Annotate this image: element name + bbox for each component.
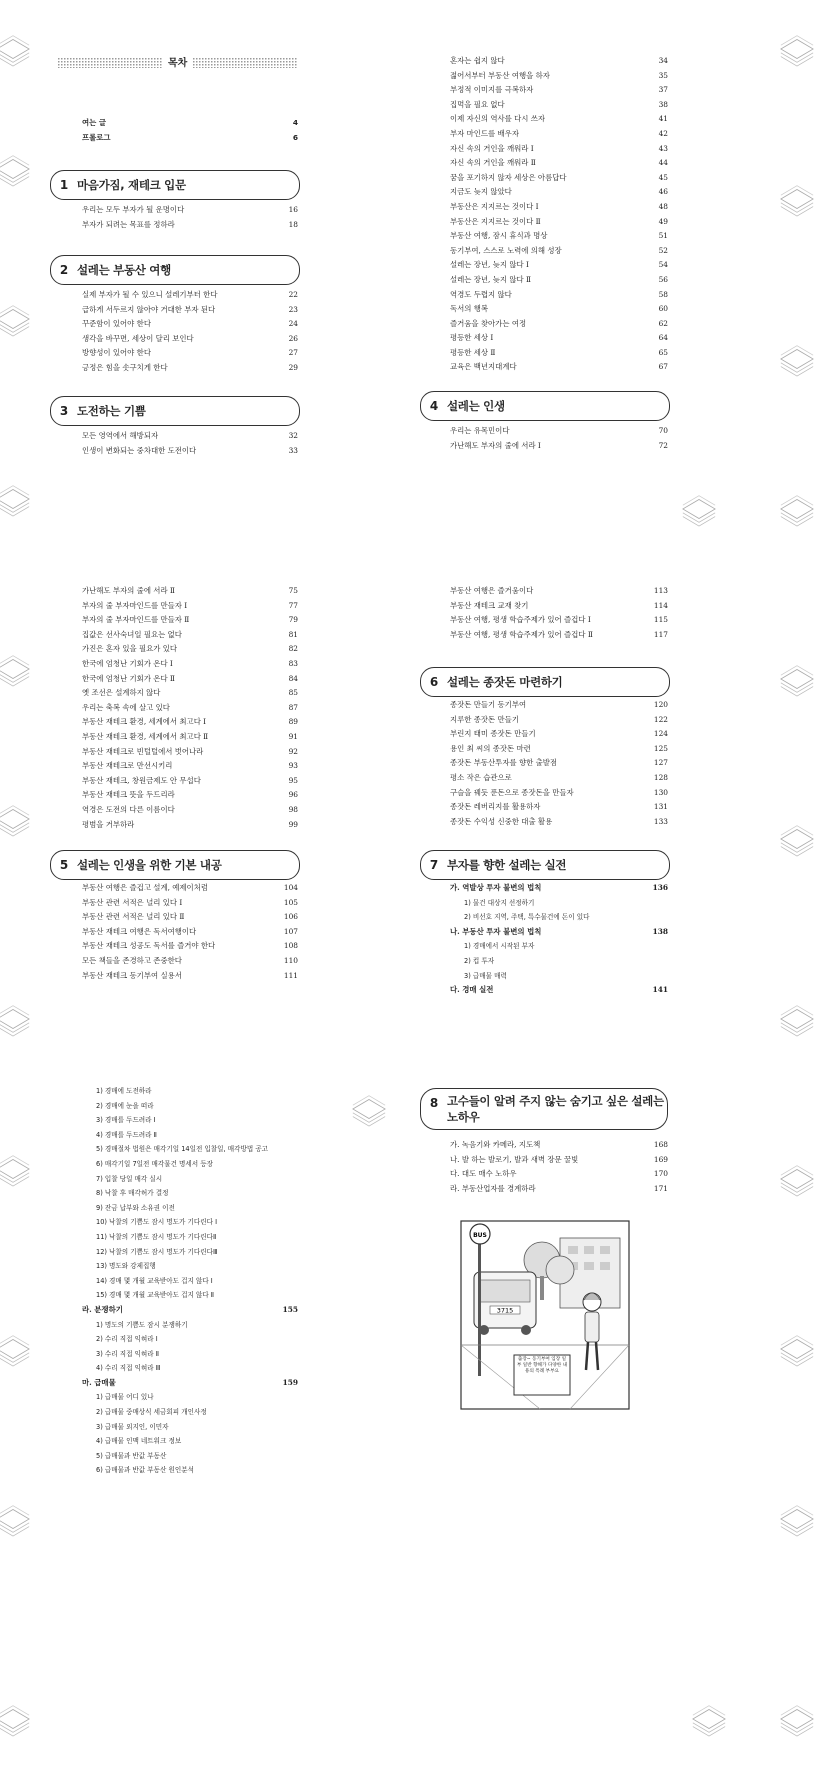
toc-subitem[interactable]: 1) 경매에서 시작된 부자: [464, 942, 535, 951]
toc-subitem[interactable]: 3) 급매물 외지인, 이민자: [96, 1422, 169, 1431]
toc-subitem[interactable]: 1) 경매에 도전하라: [96, 1087, 152, 1095]
street-illustration: [460, 1220, 630, 1410]
toc-subitem[interactable]: 9) 잔금 납부와 소유권 이전: [96, 1203, 175, 1212]
toc-item[interactable]: 방향성이 있어야 한다 27: [82, 348, 298, 358]
paper-stack-icon: [0, 800, 32, 838]
paper-stack-icon: [778, 1500, 816, 1538]
toc-subitem[interactable]: 4) 수리 직접 익혀라 Ⅲ: [96, 1364, 161, 1373]
toc-item[interactable]: 평등한 세상 Ⅰ 64: [450, 333, 668, 343]
toc-item[interactable]: 즐거움을 찾아가는 여정 62: [450, 318, 668, 328]
toc-item[interactable]: 가진은 혼자 있을 필요가 있다 82: [82, 644, 298, 654]
toc-item[interactable]: 집값은 선사숙녀일 필요는 없다 81: [82, 629, 298, 639]
toc-item[interactable]: 부동산 재테크 환경, 세계에서 최고다 Ⅰ 89: [82, 717, 298, 727]
paper-stack-icon: [0, 30, 32, 68]
toc-item[interactable]: 부동산 여행, 잠시 휴식과 명상 51: [450, 231, 668, 241]
paper-stack-icon: [690, 1700, 728, 1738]
bus-plate: 3715: [496, 1306, 514, 1315]
toc-subitem[interactable]: 13) 명도와 강제집행: [96, 1262, 156, 1271]
toc-item[interactable]: 라. 부동산업자를 경계하라 171: [450, 1183, 668, 1193]
toc-item[interactable]: 지루한 종잣돈 만들기 122: [450, 714, 668, 724]
toc-subitem[interactable]: 2) 컵 투자: [464, 956, 495, 965]
toc-item[interactable]: 한국에 엄청난 기회가 온다 Ⅰ 83: [82, 658, 298, 668]
toc-item[interactable]: 가난해도 부자의 줄에 서라 Ⅱ 75: [82, 586, 298, 595]
paper-stack-icon: [0, 650, 32, 688]
toc-right-list: [450, 54, 668, 375]
paper-stack-icon: [0, 1330, 32, 1368]
toc-item[interactable]: 옛 조선은 설계하지 않다 85: [82, 688, 298, 698]
chapter-1-list: [82, 203, 298, 232]
paper-stack-icon: [680, 490, 718, 528]
toc-item[interactable]: 부자의 줄 부자마인드를 만들자 Ⅱ 79: [82, 615, 298, 625]
toc-item[interactable]: 부동산 재테크로 만선시키리 93: [82, 761, 298, 771]
toc-left-list: [82, 1084, 298, 1478]
toc-subitem[interactable]: 2) 수리 직접 익혀라 Ⅰ: [96, 1335, 158, 1344]
front-matter: [82, 116, 298, 145]
toc-item[interactable]: 부자의 줄 부자마인드를 만들자 Ⅰ 77: [82, 600, 298, 610]
toc-item[interactable]: 평등한 세상 Ⅱ 65: [450, 347, 668, 357]
toc-subitem[interactable]: 2) 비선호 지역, 주택, 특수물건에 돈이 있다: [464, 913, 590, 922]
toc-subitem[interactable]: 4) 경매를 두드려라 Ⅱ: [96, 1130, 157, 1139]
toc-item[interactable]: 모든 책들을 존경하고 존중한다 110: [82, 955, 298, 965]
toc-item[interactable]: 종잣돈 부동산투자를 향한 출발점 127: [450, 758, 668, 768]
toc-subitem[interactable]: 3) 경매를 두드려라 Ⅰ: [96, 1116, 156, 1125]
toc-item[interactable]: 부동산 재테크, 창원금제도 안 무섭다 95: [82, 775, 298, 785]
toc-subitem[interactable]: 5) 급매물과 반값 부동산: [96, 1451, 167, 1460]
toc-page-3: [0, 1087, 810, 1770]
toc-subitem[interactable]: 6) 급매물과 반값 부동산 원인분석: [96, 1466, 194, 1475]
toc-subitem[interactable]: 15) 경매 몇 개월 교육받아도 겁지 않다 Ⅱ: [96, 1291, 215, 1300]
toc-item[interactable]: 긍정은 힘을 솟구치게 한다 29: [82, 362, 298, 372]
toc-item[interactable]: 부동산은 지지르는 것이다 Ⅰ 48: [450, 201, 668, 211]
chapter-4-heading[interactable]: 4 설레는 인생: [420, 391, 670, 421]
toc-item[interactable]: 부동산 여행은 즐겁고 설계, 예제이처럼 104: [82, 883, 298, 892]
toc-item[interactable]: 모든 영역에서 해방되자 32: [82, 431, 298, 440]
chapter-7-heading[interactable]: 7 부자를 향한 설레는 실전: [420, 850, 670, 880]
chapter-8-heading[interactable]: 8 고수들이 알려 주지 않는 숨기고 싶은 설레는 노하우: [420, 1088, 668, 1130]
toc-item[interactable]: 역경도 두렵지 않다 58: [450, 289, 668, 299]
chapter-6-heading[interactable]: 6 설레는 종잣돈 마련하기: [420, 667, 670, 697]
toc-item[interactable]: 부동산 여행은 즐거움이다 113: [450, 586, 668, 595]
paper-stack-icon: [778, 490, 816, 528]
toc-right-list: [450, 584, 668, 642]
toc-item[interactable]: 가. 역발상 투자 불변의 법칙 136: [450, 883, 668, 892]
paper-stack-icon: [0, 480, 32, 518]
chapter-8-title-line1: 고수들이 알려 주지 않는 숨기고 싶은 설레는: [447, 1094, 664, 1108]
toc-item[interactable]: 부동산 재테크 환경, 세계에서 최고다 Ⅱ 91: [82, 731, 298, 741]
toc-item[interactable]: 부동산 재테크 교재 찾기 114: [450, 600, 668, 610]
toc-item[interactable]: 동기부여, 스스로 노력에 의해 성장 52: [450, 245, 668, 255]
toc-item[interactable]: 자신 속의 거인을 깨워라 Ⅰ 43: [450, 143, 668, 153]
toc-subitem[interactable]: 4) 급매물 인맥 네트워크 정보: [96, 1437, 182, 1446]
toc-item[interactable]: 여는 글 4: [82, 118, 298, 127]
toc-item[interactable]: 용인 최 씨의 종잣돈 마련 125: [450, 743, 668, 753]
toc-item[interactable]: 젊어서부터 부동산 여행을 하자 35: [450, 70, 668, 80]
toc-item[interactable]: 부자 마인드를 배우자 42: [450, 128, 668, 138]
toc-subitem[interactable]: 2) 경매에 눈을 떠라: [96, 1101, 154, 1110]
toc-item[interactable]: 부동산 여행, 평생 학습주제가 있어 즐겁다 Ⅱ 117: [450, 629, 668, 639]
toc-item[interactable]: 자신 속의 거인을 깨워라 Ⅱ 44: [450, 158, 668, 168]
paper-stack-icon: [0, 1150, 32, 1188]
toc-item[interactable]: 평범을 거부하라 99: [82, 819, 298, 829]
toc-item[interactable]: 프롤로그 6: [82, 132, 298, 142]
toc-item[interactable]: 독서의 행복 60: [450, 304, 668, 314]
chapter-4-list: [450, 424, 668, 453]
paper-stack-icon: [778, 340, 816, 378]
toc-item[interactable]: 인생이 변화되는 중차대한 도전이다 33: [82, 445, 298, 455]
toc-item[interactable]: 교육은 백년지대계다 67: [450, 362, 668, 372]
chapter-3-heading[interactable]: 3 도전하는 기쁨: [50, 396, 300, 426]
toc-subitem[interactable]: 12) 낙찰의 기쁨도 잠시 명도가 기다린다Ⅲ: [96, 1247, 218, 1256]
toc-header: 목차: [162, 54, 193, 69]
toc-item[interactable]: 부린지 태미 종잣돈 만들기 124: [450, 729, 668, 739]
toc-item[interactable]: 나. 발 하는 발로기, 발과 새벽 장문 꿀빛 169: [450, 1154, 668, 1164]
toc-subitem[interactable]: 5) 경매절차 법원은 매각기일 14일전 입찰일, 매각방법 공고: [96, 1145, 269, 1154]
toc-item[interactable]: 꿈을 포기하지 않자 세상은 아름답다 45: [450, 172, 668, 182]
toc-item[interactable]: 종잣돈 레버리지를 활용하자 131: [450, 802, 668, 812]
chapter-1-heading[interactable]: 1 마음가짐, 재테크 입문: [50, 170, 300, 200]
toc-item[interactable]: 우리는 모두 부자가 될 운명이다 16: [82, 205, 298, 214]
toc-item[interactable]: 다. 경매 실전 141: [450, 985, 668, 995]
toc-left-list: [82, 584, 298, 832]
toc-item[interactable]: 마. 급매물 159: [82, 1377, 298, 1387]
toc-item[interactable]: 부동산 관련 서적은 널리 있다 Ⅰ 105: [82, 897, 298, 907]
toc-item[interactable]: 부동산 재테크로 빈털털에서 벗어나라 92: [82, 746, 298, 756]
toc-item[interactable]: 나. 부동산 투자 불변의 법칙 138: [450, 926, 668, 936]
chapter-5-heading[interactable]: 5 설레는 인생을 위한 기본 내공: [50, 850, 300, 880]
toc-item[interactable]: 꾸준함이 있어야 한다 24: [82, 319, 298, 329]
paper-stack-icon: [0, 1000, 32, 1038]
toc-subitem[interactable]: 2) 급매물 중매상식 세금회피 개인사정: [96, 1408, 207, 1417]
toc-item[interactable]: 다. 대도 매수 노하우 170: [450, 1169, 668, 1179]
chapter-8-title-line2: 노하우: [447, 1110, 480, 1124]
toc-item[interactable]: 종잣돈 수익성 신중한 대출 활용 133: [450, 816, 668, 826]
toc-item[interactable]: 한국에 엄청난 기회가 온다 Ⅱ 84: [82, 673, 298, 683]
toc-item[interactable]: 부동산 관련 서적은 널리 있다 Ⅱ 106: [82, 912, 298, 922]
toc-item[interactable]: 구슬을 꿰듯 푼돈으로 종잣돈을 만들자 130: [450, 787, 668, 797]
paper-stack-icon: [0, 300, 32, 338]
toc-item[interactable]: 가난해도 부자의 줄에 서라 Ⅰ 72: [450, 440, 668, 450]
paper-stack-icon: [0, 1700, 32, 1738]
toc-subitem[interactable]: 11) 낙찰의 기쁨도 잠시 명도가 기다린다Ⅱ: [96, 1232, 217, 1241]
bus-stop-sign: BUS: [473, 1232, 487, 1239]
speech-bubble: 출장~ 동기부여 입장 일부 일반 향해가 다양한 내용의 특례 부부요: [516, 1357, 568, 1374]
toc-item[interactable]: 부동산 재테크 여행은 독서여행이다 107: [82, 926, 298, 936]
toc-item[interactable]: 종잣돈 만들기 동기부여 120: [450, 700, 668, 709]
paper-stack-icon: [0, 150, 32, 188]
toc-subitem[interactable]: 1) 급매물 어디 있나: [96, 1393, 154, 1402]
toc-item[interactable]: 부정적 이미지를 극복하자 37: [450, 85, 668, 95]
toc-subitem[interactable]: 7) 입찰 당일 매각 실시: [96, 1174, 163, 1183]
paper-stack-icon: [778, 30, 816, 68]
paper-stack-icon: [0, 1500, 32, 1538]
toc-item[interactable]: 라. 분쟁하기 155: [82, 1304, 298, 1314]
toc-item[interactable]: 지금도 늦지 않았다 46: [450, 187, 668, 197]
toc-item[interactable]: 설레는 장년, 늦지 않다 Ⅱ 56: [450, 274, 668, 284]
paper-stack-icon: [778, 820, 816, 858]
toc-subitem[interactable]: 1) 명도의 기쁨도 잠시 분쟁하기: [96, 1320, 188, 1329]
toc-item[interactable]: 부동산은 지지르는 것이다 Ⅱ 49: [450, 216, 668, 226]
toc-subitem[interactable]: 10) 낙찰의 기쁨도 잠시 명도가 기다린다 Ⅰ: [96, 1218, 218, 1227]
paper-stack-icon: [778, 1330, 816, 1368]
toc-subitem[interactable]: 3) 수리 직접 익혀라 Ⅱ: [96, 1349, 159, 1358]
chapter-3-list: [82, 429, 298, 458]
toc-subitem[interactable]: 14) 경매 몇 개월 교육받아도 겁지 않다 Ⅰ: [96, 1276, 213, 1285]
toc-item[interactable]: 역경은 도전의 다른 이름이다 98: [82, 804, 298, 814]
toc-subitem[interactable]: 8) 낙찰 후 매각허가 결정: [96, 1189, 169, 1198]
chapter-2-heading[interactable]: 2 설레는 부동산 여행: [50, 255, 300, 285]
toc-item[interactable]: 부동산 재테크 뜻을 두드리라 96: [82, 790, 298, 800]
toc-item[interactable]: 부자가 되려는 목표를 정하라 18: [82, 219, 298, 229]
toc-item[interactable]: 혼자는 쉽지 않다 34: [450, 56, 668, 65]
toc-item[interactable]: 부동산 재테크 성공도 독서를 즐거야 한다 108: [82, 941, 298, 951]
toc-item[interactable]: 실제 부자가 될 수 있으니 설레기부터 한다 22: [82, 290, 298, 299]
paper-stack-icon: [778, 1000, 816, 1038]
paper-stack-icon: [350, 1090, 388, 1128]
toc-item[interactable]: 생각을 바꾸면, 세상이 달리 보인다 26: [82, 333, 298, 343]
chapter-5-list: [82, 881, 298, 983]
paper-stack-icon: [778, 660, 816, 698]
chapter-2-list: [82, 288, 298, 376]
toc-subitem[interactable]: 1) 물건 대상지 선정하기: [464, 898, 535, 907]
chapter-7-list: [450, 881, 668, 998]
toc-item[interactable]: 부동산 여행, 평생 학습주제가 있어 즐겁다 Ⅰ 115: [450, 615, 668, 625]
toc-item[interactable]: 우리는 유목민이다 70: [450, 426, 668, 435]
toc-item[interactable]: 평소 작은 습관으로 128: [450, 772, 668, 782]
toc-item[interactable]: 우리는 축복 속에 살고 있다 87: [82, 702, 298, 712]
toc-item[interactable]: 부동산 재테크 동기부여 실용서 111: [82, 970, 298, 980]
paper-stack-icon: [778, 1160, 816, 1198]
toc-item[interactable]: 이제 자신의 역사를 다시 쓰자 41: [450, 114, 668, 124]
toc-subitem[interactable]: 6) 매각기일 7일전 매각물건 명세서 등장: [96, 1159, 213, 1168]
toc-item[interactable]: 급하게 서두르지 않아야 거대한 부자 된다 23: [82, 304, 298, 314]
toc-item[interactable]: 가. 녹음기와 카메라, 지도책 168: [450, 1140, 668, 1149]
toc-item[interactable]: 설레는 장년, 늦지 않다 Ⅰ 54: [450, 260, 668, 270]
toc-subitem[interactable]: 3) 급매물 매력: [464, 971, 507, 980]
paper-stack-icon: [778, 1700, 816, 1738]
chapter-6-list: [450, 698, 668, 829]
toc-item[interactable]: 집먹을 필요 없다 38: [450, 99, 668, 109]
paper-stack-icon: [778, 180, 816, 218]
chapter-8-list: [450, 1138, 668, 1196]
